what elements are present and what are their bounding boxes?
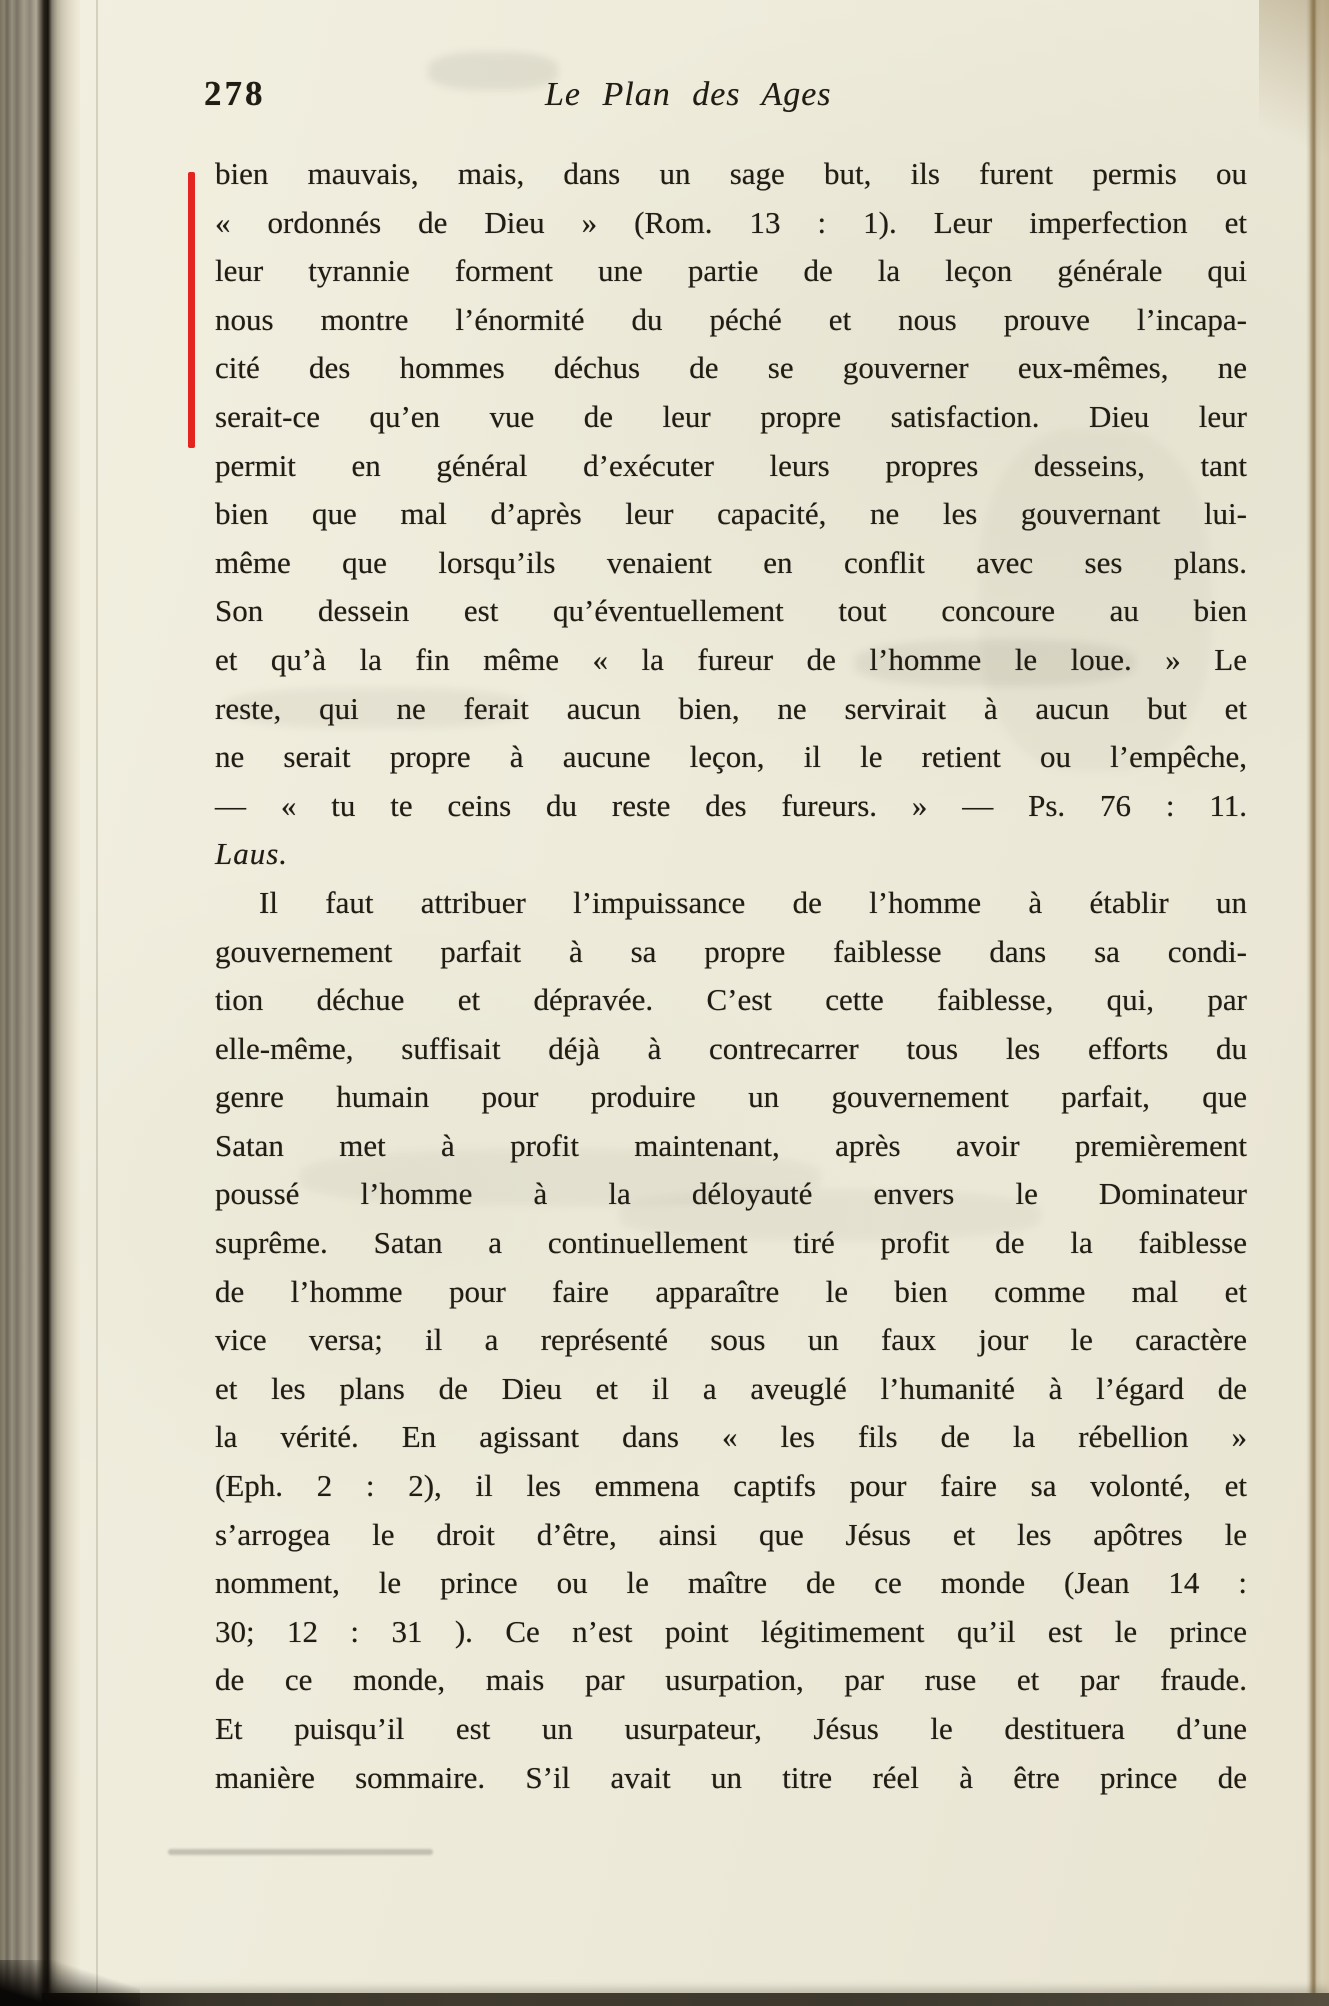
scan-bottom-bar [42,1993,1329,2006]
text-line: suprême. Satan a continuellement tiré profit de la faiblesse [215,1225,1247,1261]
text-line: Et puisqu’il est un usurpateur, Jésus le destituera d’une [215,1711,1247,1746]
page-corner-shadow [1259,0,1329,260]
text-line: et les plans de Dieu et il a aveuglé l’humanité à l’égard de [215,1370,1247,1406]
text-line: tion déchue et dépravée. C’est cette faiblesse, qui, par [215,982,1247,1018]
text-line: même que lorsqu’ils venaient en conflit avec ses plans. [215,544,1247,580]
text-line: la vérité. En agissant dans « les fils de la rébellion » [215,1419,1247,1455]
text-block [215,150,1247,1802]
text-line: genre humain pour produire un gouvernement parfait, que [215,1079,1247,1115]
text-line: de ce monde, mais par usurpation, par ruse et par fraude. [215,1662,1247,1698]
text-line: bien que mal d’après leur capacité, ne les gouvernant lui- [215,496,1247,532]
text-line: Il faut attribuer l’impuissance de l’homme à établir un [259,884,1247,920]
page-number: 278 [204,74,266,113]
text-line: de l’homme pour faire apparaître le bien comme mal et [215,1273,1247,1309]
text-line: nomment, le prince ou le maître de ce monde (Jean 14 : [215,1565,1247,1601]
text-line: nous montre l’énormité du péché et nous prouve l’incapa- [215,301,1247,337]
text-line: s’arrogea le droit d’être, ainsi que Jésus et les apôtres le [215,1516,1247,1552]
text-line: bien mauvais, mais, dans un sage but, ils furent permis ou [215,156,1247,191]
page-right-edge [1306,0,1329,2006]
text-line: leur tyrannie forment une partie de la leçon générale qui [215,253,1247,289]
text-line: et qu’à la fin même « la fureur de l’homme le loue. » Le [215,641,1247,677]
book-binding-edge [0,0,80,2006]
bleed-through-smudge [428,52,558,90]
text-line: 30; 12 : 31 ). Ce n’est point légitimement qu’il est le prince [215,1613,1247,1649]
margin-red-line [188,172,195,448]
text-line: manière sommaire. S’il avait un titre réel à être prince de [215,1759,1247,1795]
text-line: « ordonnés de Dieu » (Rom. 13 : 1). Leur imperfection et [215,204,1247,240]
text-line: Satan met à profit maintenant, après avoir premièrement [215,1127,1247,1163]
text-line: — « tu te ceins du reste des fureurs. » — Ps. 76 : 11. [215,787,1247,823]
scan-streak [168,1849,433,1855]
text-line: (Eph. 2 : 2), il les emmena captifs pour faire sa volonté, et [215,1468,1247,1504]
running-title: Le Plan des Ages [545,76,832,113]
text-line: ne serait propre à aucune leçon, il le retient ou l’empêche, [215,739,1247,775]
text-line: serait-ce qu’en vue de leur propre satisfaction. Dieu leur [215,398,1247,434]
text-line: vice versa; il a représenté sous un faux jour le caractère [215,1322,1247,1358]
binding-fold-line [96,0,98,2006]
text-line: gouvernement parfait à sa propre faiblesse dans sa condi- [215,933,1247,969]
text-line: reste, qui ne ferait aucun bien, ne servirait à aucun but et [215,690,1247,726]
text-line: elle-même, suffisait déjà à contrecarrer tous les efforts du [215,1030,1247,1066]
text-line: Laus. [215,836,289,872]
scan-corner-shadow [0,1960,140,2006]
text-line: poussé l’homme à la déloyauté envers le Dominateur [215,1176,1247,1212]
text-line: permit en général d’exécuter leurs propres desseins, tant [215,447,1247,483]
text-line: cité des hommes déchus de se gouverner eux-mêmes, ne [215,350,1247,386]
text-line: Son dessein est qu’éventuellement tout concoure au bien [215,593,1247,629]
